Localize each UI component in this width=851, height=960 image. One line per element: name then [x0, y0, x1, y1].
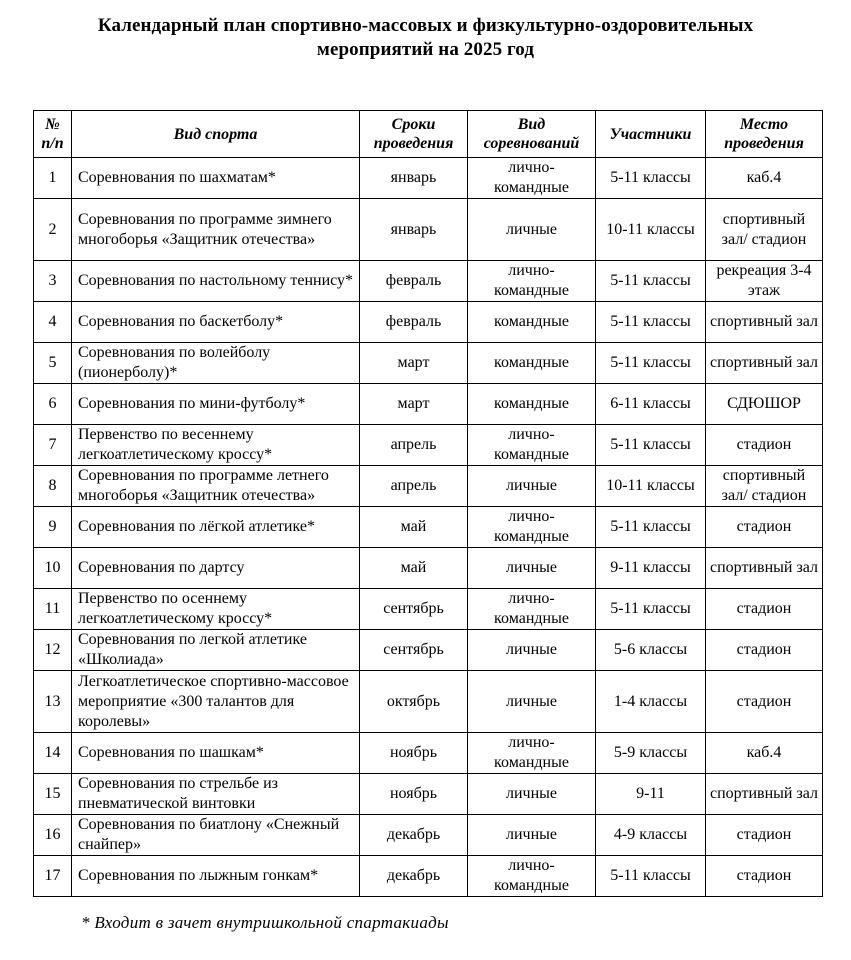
table-row — [34, 815, 823, 856]
title-line-1: Календарный план спортивно-массовых и физкультурно-оздоровительных — [97, 15, 754, 36]
footnote: * Входит в зачет внутришкольной спартакиады — [81, 913, 449, 932]
row-dates: декабрь — [360, 856, 468, 897]
table-body — [34, 158, 823, 897]
row-competition-type: командные — [468, 302, 596, 343]
row-competition-type: лично-командные — [468, 425, 596, 466]
row-sport: Соревнования по настольному теннису* — [72, 261, 360, 302]
row-competition-type: лично-командные — [468, 589, 596, 630]
row-place: стадион — [706, 630, 823, 671]
table-row — [34, 343, 823, 384]
row-dates: апрель — [360, 466, 468, 507]
events-table — [33, 110, 823, 897]
row-sport: Соревнования по стрельбе из пневматической винтовки — [72, 774, 360, 815]
row-place: стадион — [706, 589, 823, 630]
row-place: стадион — [706, 856, 823, 897]
row-participants: 5-11 классы — [596, 589, 706, 630]
table-row — [34, 507, 823, 548]
row-sport: Соревнования по лёгкой атлетике* — [72, 507, 360, 548]
row-competition-type: командные — [468, 343, 596, 384]
table-row — [34, 302, 823, 343]
row-num: 4 — [34, 302, 72, 343]
row-sport: Соревнования по шашкам* — [72, 733, 360, 774]
row-participants: 9-11 классы — [596, 548, 706, 589]
row-sport: Легкоатлетическое спортивно-массовое мероприятие «300 талантов для королевы» — [72, 671, 360, 733]
row-participants: 5-11 классы — [596, 158, 706, 199]
header-dates: Сроки проведения — [360, 111, 468, 158]
row-competition-type: личные — [468, 466, 596, 507]
table-row — [34, 466, 823, 507]
row-dates: октябрь — [360, 671, 468, 733]
row-num: 6 — [34, 384, 72, 425]
row-dates: сентябрь — [360, 589, 468, 630]
row-participants: 9-11 — [596, 774, 706, 815]
row-participants: 10-11 классы — [596, 466, 706, 507]
table-row — [34, 548, 823, 589]
row-dates: май — [360, 548, 468, 589]
table-header-row — [34, 111, 823, 158]
row-num: 15 — [34, 774, 72, 815]
row-place: стадион — [706, 671, 823, 733]
row-competition-type: личные — [468, 630, 596, 671]
table-row — [34, 856, 823, 897]
row-num: 13 — [34, 671, 72, 733]
row-place: рекреация 3-4 этаж — [706, 261, 823, 302]
row-competition-type: личные — [468, 671, 596, 733]
row-participants: 5-11 классы — [596, 302, 706, 343]
row-sport: Соревнования по программе зимнего многоборья «Защитник отечества» — [72, 199, 360, 261]
row-dates: декабрь — [360, 815, 468, 856]
row-num: 11 — [34, 589, 72, 630]
header-sport: Вид спорта — [72, 111, 360, 158]
row-place: СДЮШОР — [706, 384, 823, 425]
row-participants: 5-11 классы — [596, 856, 706, 897]
row-sport: Соревнования по биатлону «Снежный снайпер» — [72, 815, 360, 856]
row-place: спортивный зал/ стадион — [706, 466, 823, 507]
row-competition-type: личные — [468, 199, 596, 261]
table-row — [34, 589, 823, 630]
table-row — [34, 199, 823, 261]
row-dates: май — [360, 507, 468, 548]
row-num: 12 — [34, 630, 72, 671]
row-sport: Первенство по осеннему легкоатлетическому кроссу* — [72, 589, 360, 630]
row-place: спортивный зал — [706, 548, 823, 589]
row-dates: апрель — [360, 425, 468, 466]
row-competition-type: лично-командные — [468, 261, 596, 302]
row-competition-type: личные — [468, 815, 596, 856]
row-num: 5 — [34, 343, 72, 384]
row-num: 8 — [34, 466, 72, 507]
row-sport: Соревнования по лыжным гонкам* — [72, 856, 360, 897]
row-competition-type: лично-командные — [468, 507, 596, 548]
header-participants: Участники — [596, 111, 706, 158]
row-competition-type: личные — [468, 548, 596, 589]
row-num: 17 — [34, 856, 72, 897]
row-competition-type: лично-командные — [468, 856, 596, 897]
row-competition-type: лично-командные — [468, 158, 596, 199]
row-num: 3 — [34, 261, 72, 302]
row-place: стадион — [706, 815, 823, 856]
row-num: 10 — [34, 548, 72, 589]
row-competition-type: командные — [468, 384, 596, 425]
row-num: 2 — [34, 199, 72, 261]
row-num: 9 — [34, 507, 72, 548]
table-row — [34, 774, 823, 815]
table-row — [34, 261, 823, 302]
table-row — [34, 384, 823, 425]
row-dates: ноябрь — [360, 733, 468, 774]
row-participants: 10-11 классы — [596, 199, 706, 261]
table-row — [34, 671, 823, 733]
title-line-2: мероприятий на 2025 год — [316, 39, 535, 60]
row-sport: Соревнования по легкой атлетике «Школиада» — [72, 630, 360, 671]
document-title — [20, 14, 831, 62]
table-row — [34, 158, 823, 199]
row-num: 14 — [34, 733, 72, 774]
row-sport: Соревнования по волейболу (пионерболу)* — [72, 343, 360, 384]
table-row — [34, 630, 823, 671]
table-row — [34, 425, 823, 466]
row-participants: 5-6 классы — [596, 630, 706, 671]
row-sport: Первенство по весеннему легкоатлетическому кроссу* — [72, 425, 360, 466]
row-dates: ноябрь — [360, 774, 468, 815]
row-participants: 1-4 классы — [596, 671, 706, 733]
row-sport: Соревнования по дартсу — [72, 548, 360, 589]
header-num: № п/п — [34, 111, 72, 158]
row-dates: февраль — [360, 261, 468, 302]
row-num: 16 — [34, 815, 72, 856]
table-row — [34, 733, 823, 774]
row-place: каб.4 — [706, 158, 823, 199]
row-competition-type: лично-командные — [468, 733, 596, 774]
row-dates: февраль — [360, 302, 468, 343]
row-place: стадион — [706, 425, 823, 466]
row-place: спортивный зал — [706, 302, 823, 343]
row-sport: Соревнования по баскетболу* — [72, 302, 360, 343]
row-dates: январь — [360, 158, 468, 199]
row-dates: март — [360, 384, 468, 425]
header-place: Место проведения — [706, 111, 823, 158]
row-participants: 5-11 классы — [596, 261, 706, 302]
row-dates: март — [360, 343, 468, 384]
row-participants: 5-9 классы — [596, 733, 706, 774]
row-num: 7 — [34, 425, 72, 466]
row-sport: Соревнования по мини-футболу* — [72, 384, 360, 425]
row-participants: 5-11 классы — [596, 425, 706, 466]
row-place: каб.4 — [706, 733, 823, 774]
row-place: спортивный зал/ стадион — [706, 199, 823, 261]
row-num: 1 — [34, 158, 72, 199]
row-dates: сентябрь — [360, 630, 468, 671]
row-place: спортивный зал — [706, 774, 823, 815]
row-participants: 6-11 классы — [596, 384, 706, 425]
row-participants: 5-11 классы — [596, 343, 706, 384]
row-competition-type: личные — [468, 774, 596, 815]
row-sport: Соревнования по шахматам* — [72, 158, 360, 199]
row-participants: 5-11 классы — [596, 507, 706, 548]
row-dates: январь — [360, 199, 468, 261]
row-sport: Соревнования по программе летнего многоборья «Защитник отечества» — [72, 466, 360, 507]
row-participants: 4-9 классы — [596, 815, 706, 856]
header-type: Вид соревнований — [468, 111, 596, 158]
row-place: спортивный зал — [706, 343, 823, 384]
row-place: стадион — [706, 507, 823, 548]
